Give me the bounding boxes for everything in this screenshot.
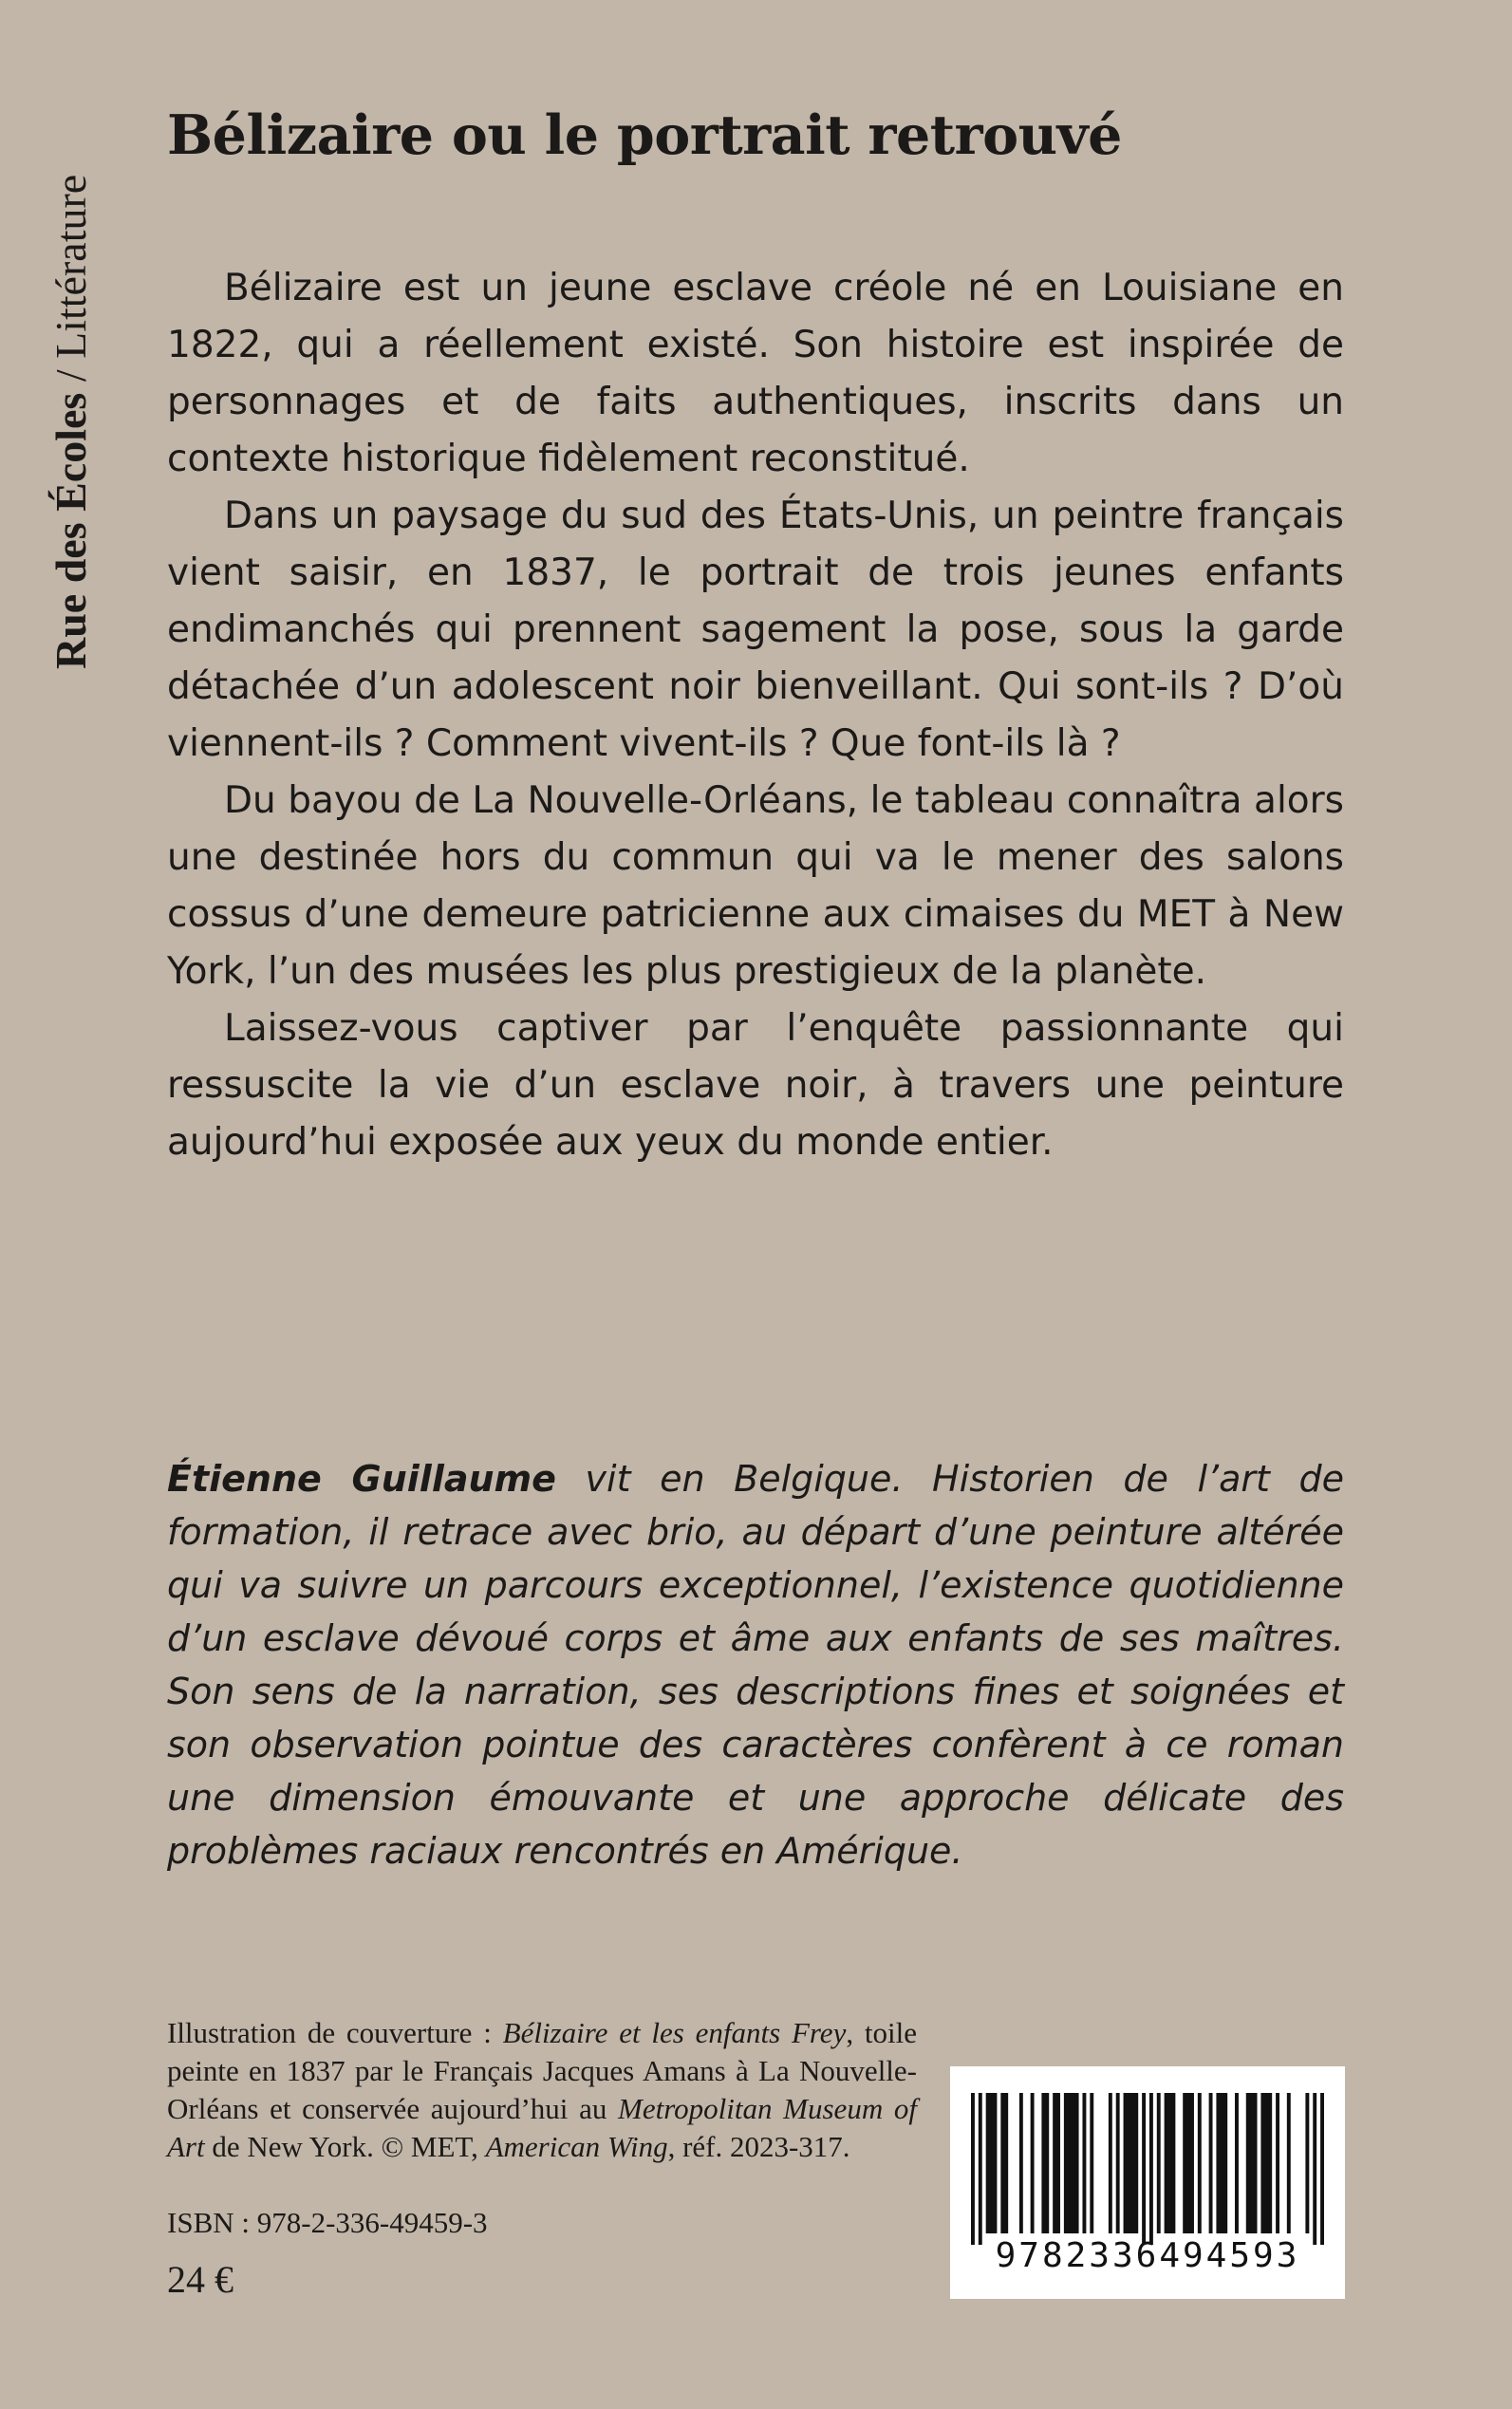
isbn-label: ISBN : 978-2-336-49459-3 — [167, 2206, 488, 2239]
barcode-bar — [1209, 2093, 1213, 2233]
barcode-bar — [1183, 2093, 1194, 2233]
barcode-bar — [1149, 2093, 1153, 2245]
barcode-bar — [1287, 2093, 1291, 2233]
book-summary — [167, 260, 1344, 1171]
credits-suffix: , réf. 2023-317. — [667, 2130, 850, 2163]
barcode-bar — [1165, 2093, 1176, 2233]
barcode-bar — [1276, 2093, 1279, 2233]
credits-text-1: , toile peinte en 1837 par le Français Jacques Amans à La Nouvelle-Orléans et conservée aujourd’hui au — [167, 2016, 917, 2125]
author-bio — [167, 1452, 1344, 1877]
barcode-bar — [1216, 2093, 1227, 2233]
spine-label — [47, 174, 95, 707]
summary-paragraph-3: Du bayou de La Nouvelle-Orléans, le tableau connaîtra alors une destinée hors du commun qui va le mener des salons cossus d’une demeure patricienne aux cimaises du MET à New York, l’un des musées les plus prestigieux de la planète. — [167, 779, 1344, 993]
barcode-bar — [979, 2093, 982, 2245]
summary-paragraph-4: Laissez-vous captiver par l’enquête passionnante qui ressuscite la vie d’un esclave noir, à travers une peinture aujourd’hui exposée aux yeux du monde entier. — [167, 1007, 1344, 1164]
spine-separator: / — [47, 358, 95, 393]
barcode-bar — [1116, 2093, 1120, 2233]
barcode-bar — [1090, 2093, 1093, 2233]
price-label: 24 € — [167, 2258, 233, 2301]
barcode — [950, 2066, 1345, 2299]
barcode-bars — [971, 2093, 1324, 2245]
spine-text — [47, 174, 95, 669]
summary-paragraph-2: Dans un paysage du sud des États-Unis, un peintre français vient saisir, en 1837, le portrait de trois jeunes enfants endimanchés qui prennent sagement la pose, sous la garde détachée d’un adolescent noir bienveillant. Qui sont-ils ? D’où viennent-ils ? Comment vivent-ils ? Que font-ils là ? — [167, 495, 1344, 765]
barcode-bar — [1124, 2093, 1139, 2233]
barcode-bar — [1305, 2093, 1309, 2233]
series-name: Rue des Écoles — [47, 392, 95, 669]
barcode-bar — [1313, 2093, 1316, 2245]
genre-name: Littérature — [47, 174, 95, 359]
credits-text-2: de New York. © MET, — [204, 2130, 486, 2163]
barcode-bar — [1246, 2093, 1258, 2233]
barcode-bar — [986, 2093, 998, 2233]
wing-name: American Wing — [485, 2130, 668, 2163]
author-bio-text: vit en Belgique. Historien de l’art de formation, il retrace avec brio, au départ d’une peinture altérée qui va suivre un parcours exceptionnel, l’existence quotidienne d’un esclave dévoué corps et âme aux enfants de ses maîtres. Son sens de la narration, ses descriptions fines et soignées et son observation pointue des caractères confèrent à ce roman une dimension émouvante et une approche délicate des problèmes raciaux rencontrés en Amérique. — [167, 1458, 1344, 1872]
barcode-bar — [1031, 2093, 1035, 2233]
barcode-bar — [1053, 2093, 1060, 2233]
barcode-bar — [1142, 2093, 1146, 2245]
credits-prefix: Illustration de couverture : — [167, 2016, 503, 2049]
museum-name: Metropolitan Museum of Art — [167, 2092, 917, 2163]
cover-credits — [167, 2014, 917, 2166]
barcode-bar — [1157, 2093, 1161, 2233]
summary-paragraph-1: Bélizaire est un jeune esclave créole né en Louisiane en 1822, qui a réellement existé. Son histoire est inspirée de personnages et de faits authentiques, inscrits dans un contexte historique fidèlement reconstitué. — [167, 267, 1344, 480]
author-name: Étienne Guillaume — [167, 1458, 556, 1500]
barcode-bar — [1064, 2093, 1079, 2233]
barcode-bar — [1041, 2093, 1049, 2233]
barcode-bar — [1019, 2093, 1023, 2233]
barcode-bar — [1320, 2093, 1324, 2245]
barcode-bar — [1235, 2093, 1239, 2233]
barcode-bar — [1000, 2093, 1008, 2233]
barcode-bar — [1260, 2093, 1272, 2233]
artwork-title: Bélizaire et les enfants Frey — [502, 2016, 847, 2049]
barcode-bar — [1082, 2093, 1086, 2233]
barcode-digits: 9782336494593 — [995, 2236, 1300, 2275]
barcode-bar — [1198, 2093, 1202, 2233]
barcode-bar — [1109, 2093, 1112, 2233]
barcode-bar — [971, 2093, 975, 2245]
book-title: Bélizaire ou le portrait retrouvé — [167, 103, 1122, 167]
